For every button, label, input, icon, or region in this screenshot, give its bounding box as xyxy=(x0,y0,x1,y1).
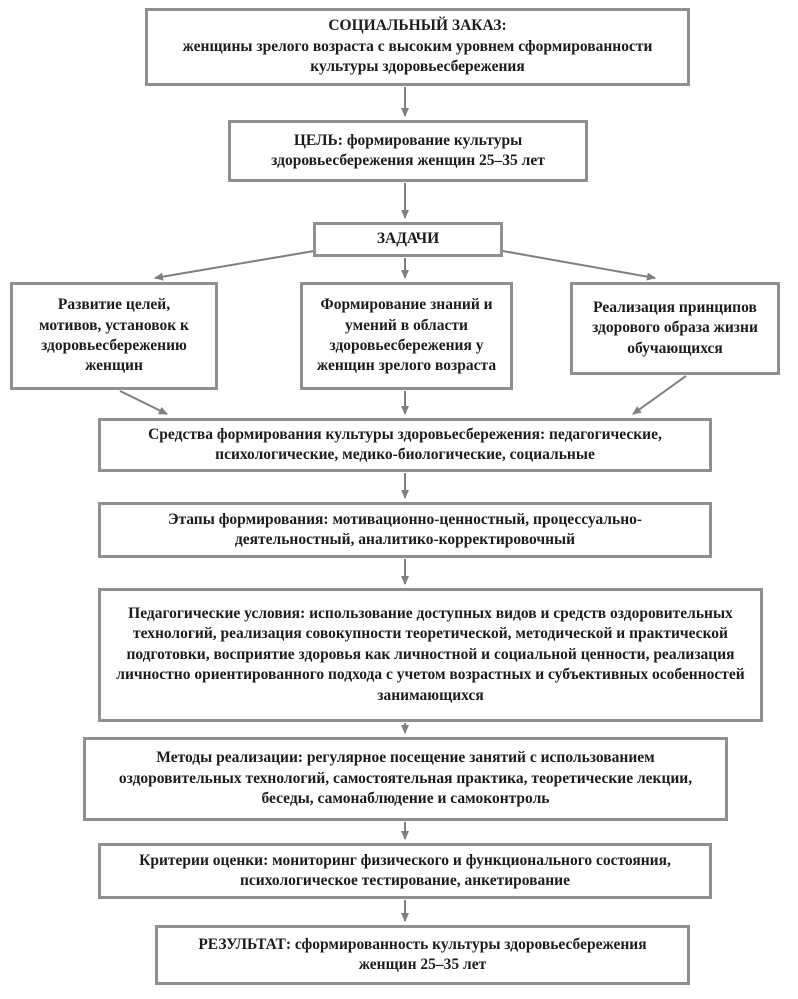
box-result-text: РЕЗУЛЬТАТ: сформированность культуры здоровьесбережения женщин 25–35 лет xyxy=(198,935,647,973)
box-pedagogical-conditions-text: Педагогические условия: использование доступных видов и средств оздоровительных технологий, реализация совокупности теоретической, методической и практической подготовки, восприятие здоровья как личностной и социальной ценности, реализация личностно ориентированного подхода с учетом возрастных и субъективных особенностей занимающихся xyxy=(116,604,745,704)
box-task-motivation xyxy=(10,282,218,390)
box-task-knowledge xyxy=(300,282,513,390)
arrow-tasks-to-right xyxy=(497,250,655,278)
box-means-text: Средства формирования культуры здоровьесбережения: педагогические, психологические, медико-биологические, социальные xyxy=(148,425,662,463)
box-criteria-text: Критерии оценки: мониторинг физического и функционального состояния, психологическое тестирование, анкетирование xyxy=(139,851,671,889)
box-tasks-text: ЗАДАЧИ xyxy=(376,230,440,248)
box-social-order xyxy=(145,8,690,86)
box-criteria xyxy=(98,843,712,899)
box-social-order-body: женщины зрелого возраста с высоким уровнем сформированности культуры здоровьесбережения xyxy=(182,37,653,76)
box-tasks xyxy=(313,222,503,257)
arrow-left-to-means xyxy=(120,391,167,414)
arrow-tasks-to-left xyxy=(155,250,320,278)
box-means xyxy=(98,418,712,472)
arrow-right-to-means xyxy=(633,376,686,414)
box-stages-text: Этапы формирования: мотивационно-ценностный, процессуально-деятельностный, аналитико-корректировочный xyxy=(167,510,643,548)
box-task-knowledge-text: Формирование знаний и умений в области здоровьесбережения у женщин зрелого возраста xyxy=(316,296,497,375)
box-goal-text: ЦЕЛЬ: формирование культуры здоровьесбережения женщин 25–35 лет xyxy=(271,131,545,169)
box-task-principles xyxy=(570,282,780,375)
box-methods xyxy=(83,737,728,821)
box-task-principles-text: Реализация принципов здорового образа жизни обучающихся xyxy=(592,298,758,357)
box-task-motivation-text: Развитие целей, мотивов, установок к здоровьесбережению женщин xyxy=(39,296,189,375)
box-methods-text: Методы реализации: регулярное посещение занятий с использованием оздоровительных технологий, самостоятельная практика, теоретические лекции, беседы, самонаблюдение и самоконтроль xyxy=(118,749,693,808)
box-stages xyxy=(98,502,712,558)
box-goal xyxy=(228,120,588,182)
box-result xyxy=(155,925,690,985)
box-pedagogical-conditions xyxy=(98,588,763,722)
box-social-order-title: СОЦИАЛЬНЫЙ ЗАКАЗ: xyxy=(328,17,507,35)
